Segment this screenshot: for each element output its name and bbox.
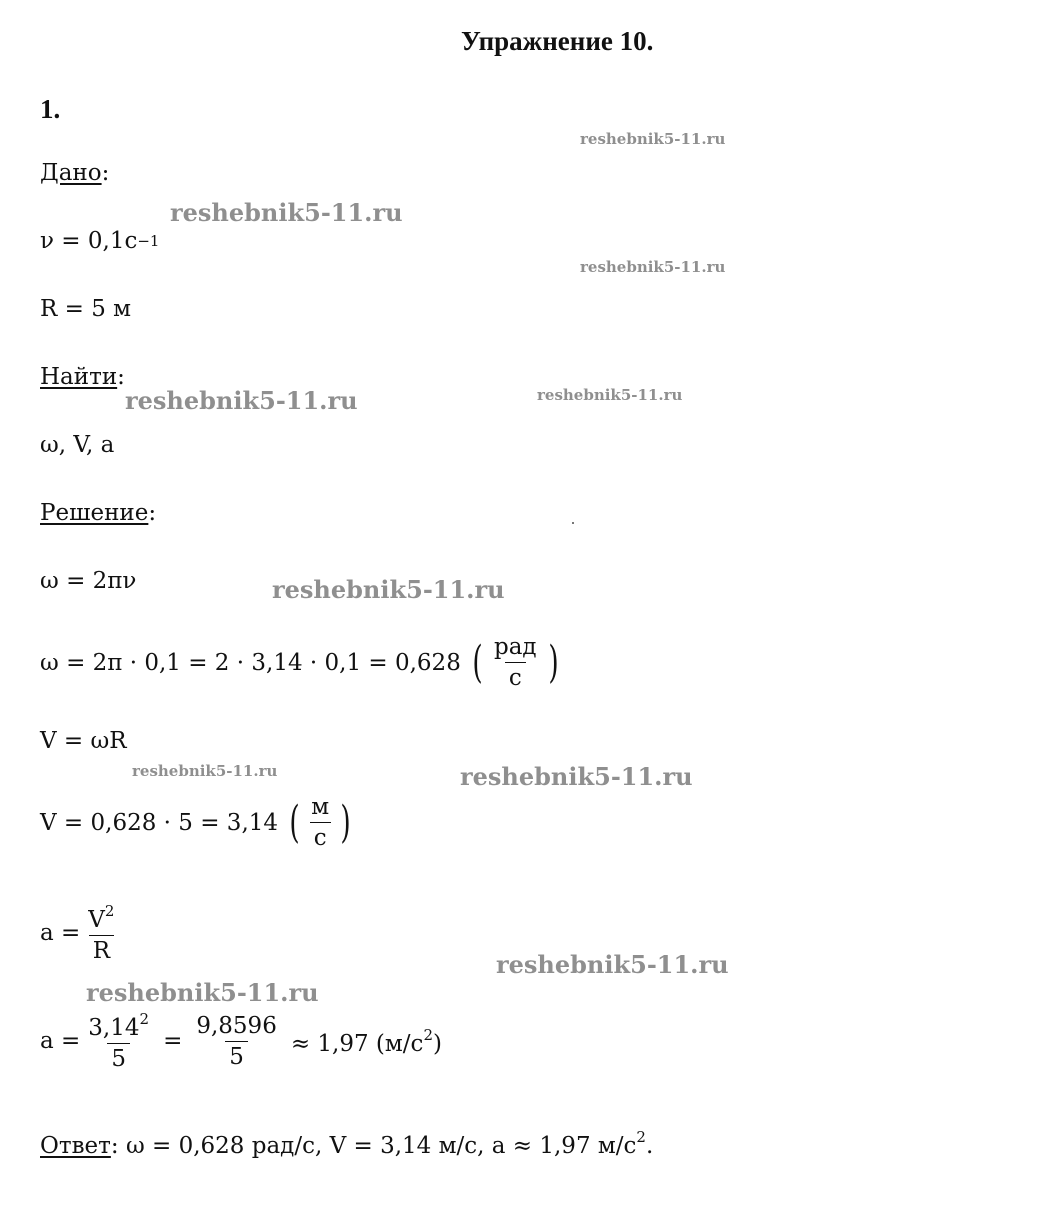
watermark: reshebnik5-11.ru <box>86 978 319 1007</box>
find-colon: : <box>117 364 125 390</box>
open-paren: ( <box>472 636 483 688</box>
calc-numerator-2: 9,8596 <box>196 1012 277 1039</box>
acceleration-result <box>291 1026 442 1057</box>
omega-unit-denominator: с <box>505 662 526 691</box>
close-paren: ) <box>340 796 351 848</box>
given-frequency <box>40 228 159 254</box>
answer-label: Ответ <box>40 1133 111 1159</box>
acceleration-calculation <box>40 1010 442 1072</box>
solution-heading <box>40 500 156 526</box>
answer-colon: : <box>110 1133 119 1159</box>
watermark: reshebnik5-11.ru <box>496 950 729 979</box>
answer-exponent: 2 <box>636 1128 646 1146</box>
acceleration-calc-fraction-2 <box>192 1013 280 1070</box>
equals-sign: = <box>163 1028 183 1054</box>
acceleration-formula <box>40 902 122 964</box>
omega-formula: ω = 2πν <box>40 568 137 594</box>
solution-label: Решение <box>40 500 149 526</box>
omega-unit-fraction <box>490 634 541 691</box>
close-paren: ) <box>548 636 559 688</box>
solution-colon: : <box>148 500 157 526</box>
velocity-formula: V = ωR <box>40 728 127 754</box>
omega-calc-text: ω = 2π · 0,1 = 2 · 3,14 · 0,1 = 0,628 <box>40 649 461 676</box>
velocity-unit-numerator: м <box>311 794 330 820</box>
find-heading <box>40 364 125 390</box>
velocity-unit-fraction <box>307 794 333 851</box>
given-label: Дано <box>40 160 102 186</box>
velocity-calc-text: V = 0,628 · 5 = 3,14 <box>40 809 279 836</box>
watermark: reshebnik5-11.ru <box>272 575 505 604</box>
answer-line <box>40 1128 653 1159</box>
watermark: reshebnik5-11.ru <box>125 386 358 415</box>
open-paren: ( <box>289 796 300 848</box>
given-colon: : <box>101 160 110 186</box>
watermark: reshebnik5-11.ru <box>537 386 683 404</box>
watermark: reshebnik5-11.ru <box>580 258 726 276</box>
velocity-unit-denominator: с <box>310 822 331 851</box>
numerator-exponent: 2 <box>139 1010 150 1028</box>
acceleration-calc-fraction-1 <box>84 1010 153 1072</box>
page-title: Упражнение 10. <box>461 26 654 56</box>
watermark: reshebnik5-11.ru <box>460 762 693 791</box>
result-close: ) <box>432 1030 442 1057</box>
watermark: reshebnik5-11.ru <box>132 762 278 780</box>
acceleration-formula-denominator: R <box>89 935 114 964</box>
numerator-base: V <box>88 907 105 933</box>
acceleration-lhs: a = <box>40 920 81 946</box>
answer-end: . <box>645 1133 654 1159</box>
acceleration-formula-fraction <box>84 902 118 964</box>
numerator-base: 3,14 <box>88 1015 140 1041</box>
frequency-value: ν = 0,1с <box>40 228 138 254</box>
numerator-exponent: 2 <box>104 902 115 920</box>
answer-text: ω = 0,628 рад/с, V = 3,14 м/с, a ≈ 1,97 м/с <box>125 1133 637 1159</box>
omega-unit-numerator: рад <box>494 634 537 660</box>
frequency-exponent: −1 <box>137 232 160 250</box>
watermark: reshebnik5-11.ru <box>580 130 726 148</box>
speck <box>572 522 574 524</box>
watermark: reshebnik5-11.ru <box>170 198 403 227</box>
calc-numerator-1 <box>84 1010 153 1043</box>
result-text: ≈ 1,97 (м/с <box>290 1030 424 1057</box>
acceleration-lhs: a = <box>40 1028 81 1054</box>
result-exponent: 2 <box>423 1025 433 1044</box>
find-variables: ω, V, a <box>40 432 115 458</box>
omega-calculation <box>40 634 562 691</box>
velocity-calculation <box>40 794 354 851</box>
given-heading <box>40 160 109 186</box>
calc-denominator-2: 5 <box>225 1041 248 1070</box>
calc-denominator-1: 5 <box>107 1043 130 1072</box>
acceleration-formula-numerator <box>84 902 118 935</box>
find-label: Найти <box>40 364 118 390</box>
given-radius: R = 5 м <box>40 296 132 322</box>
problem-number: 1. <box>40 94 61 124</box>
